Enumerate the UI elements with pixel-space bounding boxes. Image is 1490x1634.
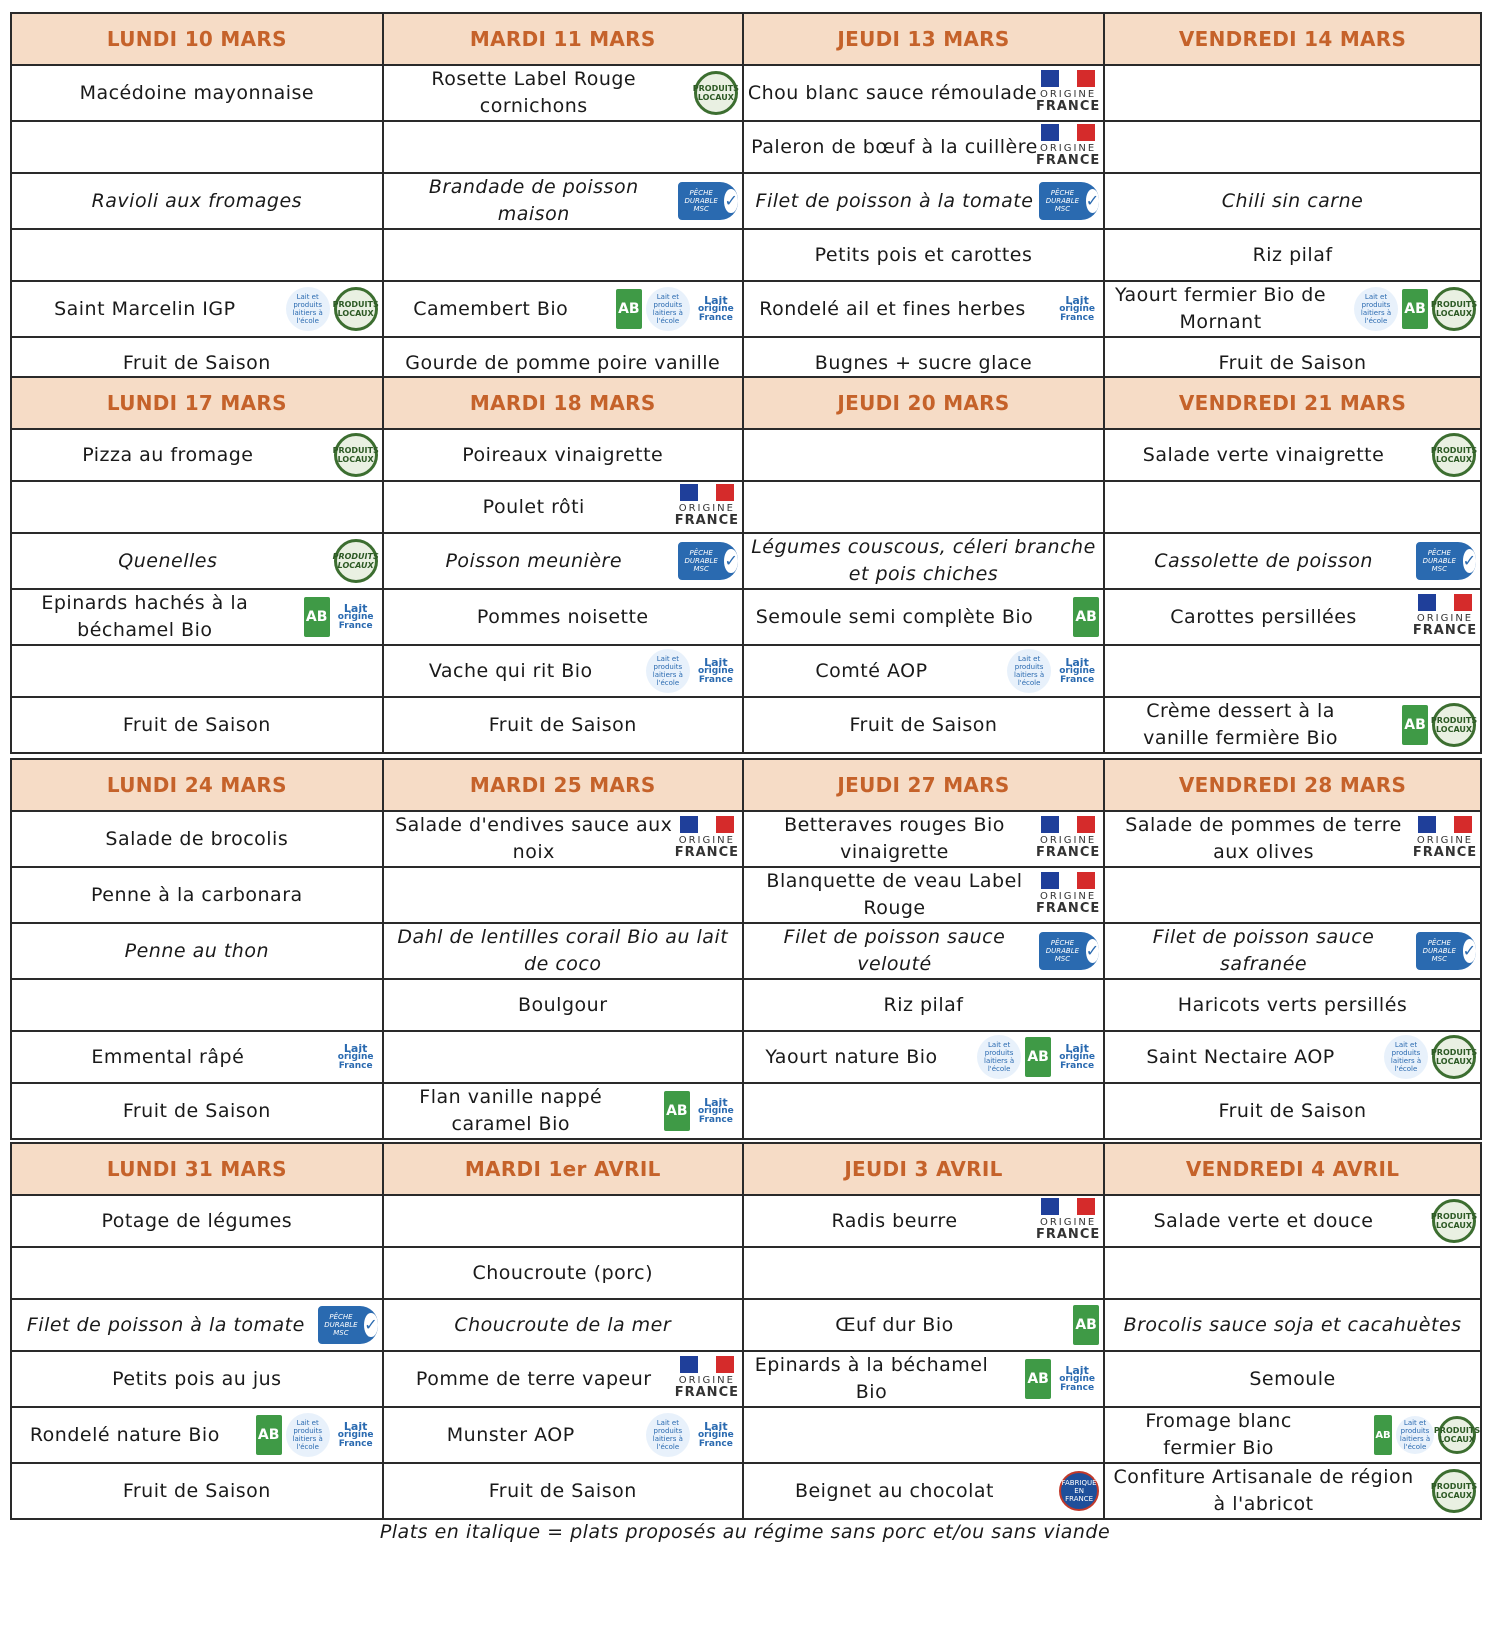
menu-cell [383,1195,743,1247]
menu-cell [1104,481,1481,533]
dish: Camembert Bio [413,297,569,320]
msc-icon: PÊCHE DURABLE MSC ✓ [678,182,738,220]
origine-france-icon: ORIGINE FRANCE [1037,816,1099,862]
produits-locaux-icon: PRODUITS LOCAUX [334,433,378,477]
dish: Munster AOP [446,1423,575,1446]
lait-ecole-icon: Lait et produits laitiers à l'école [977,1035,1021,1079]
ab-bio-icon: AB [664,1091,690,1131]
day-header: MARDI 1er AVRIL [383,1143,743,1195]
menu-cell [383,1299,743,1351]
menu-week-2 [10,376,1482,754]
menu-cell [743,65,1104,121]
dish: Crème dessert à la vanille fermière Bio [1143,700,1338,749]
dish: Saint Nectaire AOP [1146,1045,1335,1068]
menu-cell [1104,811,1481,867]
menu-cell [743,1463,1104,1519]
dish: Pommes noisette [476,605,649,628]
day-header: JEUDI 27 MARS [743,759,1104,811]
produits-locaux-icon: PRODUITS LOCAUX [1432,433,1476,477]
menu-cell [1104,281,1481,337]
msc-icon: PÊCHE DURABLE MSC ✓ [1416,542,1476,580]
menu-cell [743,429,1104,481]
msc-icon: PÊCHE DURABLE MSC ✓ [1416,932,1476,970]
menu-cell [743,1247,1104,1299]
fabrique-en-france-icon: FABRIQUÉ EN FRANCE [1059,1471,1099,1511]
dish: Carottes persillées [1170,605,1357,628]
menu-cell [743,645,1104,697]
lait-origine-france-icon: Lait origine France [1059,1041,1095,1071]
day-header: LUNDI 17 MARS [11,377,383,429]
dish: Riz pilaf [1252,243,1333,266]
produits-locaux-icon: PRODUITS LOCAUX [334,287,378,331]
menu-cell [1104,867,1481,923]
dish: Ravioli aux fromages [91,189,303,212]
dish: Haricots verts persillés [1177,993,1408,1016]
menu-cell [743,229,1104,281]
lait-origine-france-icon: Lait origine France [1059,293,1095,323]
menu-cell [383,229,743,281]
dish: Fruit de Saison [849,713,998,736]
day-header: VENDREDI 14 MARS [1104,13,1481,65]
menu-cell [11,65,383,121]
dish: Rosette Label Rouge cornichons [431,68,637,117]
menu-cell [743,1407,1104,1463]
lait-origine-france-icon: Lait origine France [697,1419,734,1449]
lait-ecole-icon: Lait et produits laitiers à l'école [286,287,330,331]
menu-cell [743,811,1104,867]
dish: Brandade de poisson maison [428,176,639,225]
dish: Choucroute (porc) [472,1261,654,1284]
ab-bio-icon: AB [1073,1305,1099,1345]
ab-bio-icon: AB [1402,705,1428,745]
menu-cell [383,645,743,697]
dish: Blanquette de veau Label Rouge [766,870,1023,919]
origine-france-icon: ORIGINE FRANCE [676,816,738,862]
dish: Salade de pommes de terre aux olives [1125,814,1402,863]
msc-icon: PÊCHE DURABLE MSC ✓ [1039,932,1099,970]
menu-cell [11,1083,383,1139]
lait-origine-france-icon: Lait origine France [697,655,734,685]
origine-france-icon: ORIGINE FRANCE [1037,1198,1099,1244]
menu-cell [1104,1299,1481,1351]
menu-cell [11,429,383,481]
lait-ecole-icon: Lait et produits laitiers à l'école [646,1413,690,1457]
menu-cell [11,481,383,533]
menu-cell [383,121,743,173]
ab-bio-icon: AB [616,289,642,329]
menu-cell [383,429,743,481]
dish: Beignet au chocolat [794,1479,995,1502]
produits-locaux-icon: PRODUITS LOCAUX [1432,703,1476,747]
dish: Filet de poisson sauce safranée [1152,926,1375,975]
menu-cell [11,1247,383,1299]
dish: Yaourt nature Bio [765,1045,938,1068]
menu-cell [383,1463,743,1519]
dish: Salade verte et douce [1153,1209,1374,1232]
dish: Penne à la carbonara [91,883,303,906]
menu-cell [1104,121,1481,173]
produits-locaux-icon: PRODUITS LOCAUX [1432,1199,1476,1243]
dish: Poulet rôti [482,495,585,518]
menu-cell [743,1299,1104,1351]
menu-cell [1104,923,1481,979]
menu-cell [1104,1407,1481,1463]
ab-bio-icon: AB [256,1415,282,1455]
menu-cell [743,923,1104,979]
menu-cell [743,1031,1104,1083]
dish: Pizza au fromage [82,443,254,466]
dish: Fruit de Saison [1218,351,1367,374]
menu-cell [383,481,743,533]
dish: Confiture Artisanale de région à l'abricot [1113,1466,1414,1515]
dish: Yaourt fermier Bio de Mornant [1115,284,1327,333]
dish: Brocolis sauce soja et cacahuètes [1123,1313,1462,1336]
menu-week-1 [10,12,1482,390]
lait-ecole-icon: Lait et produits laitiers à l'école [1007,649,1051,693]
lait-ecole-icon: Lait et produits laitiers à l'école [1396,1416,1434,1454]
day-header: VENDREDI 4 AVRIL [1104,1143,1481,1195]
menu-cell [743,533,1104,589]
ab-bio-icon: AB [1025,1359,1051,1399]
lait-ecole-icon: Lait et produits laitiers à l'école [1384,1035,1428,1079]
dish: Légumes couscous, céleri branche et pois chiches [751,536,1096,585]
menu-cell [11,121,383,173]
ab-bio-icon: AB [1073,597,1099,637]
dish: Fruit de Saison [488,713,637,736]
menu-cell [1104,1463,1481,1519]
menu-cell [383,1407,743,1463]
menu-cell [383,1083,743,1139]
origine-france-icon: ORIGINE FRANCE [1414,594,1476,640]
menu-cell [383,867,743,923]
dish: Emmental râpé [91,1045,245,1068]
dish: Filet de poisson à la tomate [26,1313,305,1336]
menu-cell [1104,65,1481,121]
dish: Riz pilaf [883,993,964,1016]
menu-cell [11,533,383,589]
day-header: JEUDI 13 MARS [743,13,1104,65]
dish: Pomme de terre vapeur [415,1367,652,1390]
menu-cell [383,979,743,1031]
origine-france-icon: ORIGINE FRANCE [676,484,738,530]
dish: Gourde de pomme poire vanille [405,351,721,374]
menu-week-4 [10,1142,1482,1520]
legend-note: Plats en italique = plats proposés au régime sans porc et/ou sans viande [379,1521,1111,1543]
day-header: LUNDI 31 MARS [11,1143,383,1195]
menu-cell [11,923,383,979]
dish: Fruit de Saison [488,1479,637,1502]
menu-cell [743,867,1104,923]
menu-cell [383,811,743,867]
dish: Epinards à la béchamel Bio [754,1354,989,1403]
day-header: VENDREDI 28 MARS [1104,759,1481,811]
dish: Radis beurre [831,1209,958,1232]
day-header: MARDI 25 MARS [383,759,743,811]
dish: Fruit de Saison [122,351,271,374]
menu-cell [1104,173,1481,229]
dish: Paleron de bœuf à la cuillère [751,135,1038,158]
produits-locaux-icon: PRODUITS LOCAUX [334,539,378,583]
dish: Poisson meunière [445,549,623,572]
menu-cell [383,173,743,229]
dish: Flan vanille nappé caramel Bio [419,1086,603,1135]
dish: Filet de poisson à la tomate [755,189,1034,212]
dish: Choucroute de la mer [454,1313,672,1336]
menu-cell [1104,645,1481,697]
origine-france-icon: ORIGINE FRANCE [1037,124,1099,170]
menu-cell [743,979,1104,1031]
produits-locaux-icon: PRODUITS LOCAUX [1432,1469,1476,1513]
menu-cell [11,589,383,645]
day-header: MARDI 11 MARS [383,13,743,65]
dish: Rondelé nature Bio [29,1423,220,1446]
ab-bio-icon: AB [1025,1037,1051,1077]
menu-cell [383,923,743,979]
menu-cell [743,121,1104,173]
origine-france-icon: ORIGINE FRANCE [1037,70,1099,116]
dish: Dahl de lentilles corail Bio au lait de coco [397,926,729,975]
dish: Petits pois au jus [112,1367,282,1390]
ab-bio-icon: AB [1402,289,1428,329]
dish: Penne au thon [124,939,269,962]
day-header: LUNDI 24 MARS [11,759,383,811]
lait-origine-france-icon: Lait origine France [337,1419,374,1449]
menu-week-3 [10,758,1482,1140]
menu-cell [383,697,743,753]
dish: Salade d'endives sauce aux noix [395,814,673,863]
menu-cell [11,645,383,697]
dish: Semoule [1249,1367,1336,1390]
dish: Rondelé ail et fines herbes [759,297,1026,320]
day-header: LUNDI 10 MARS [11,13,383,65]
origine-france-icon: ORIGINE FRANCE [1414,816,1476,862]
lait-ecole-icon: Lait et produits laitiers à l'école [286,1413,330,1457]
menu-cell [1104,1247,1481,1299]
dish: Fruit de Saison [122,713,271,736]
menu-cell [11,1195,383,1247]
dish: Epinards hachés à la béchamel Bio [41,592,249,641]
dish: Saint Marcelin IGP [54,297,236,320]
menu-cell [383,65,743,121]
menu-cell [743,589,1104,645]
lait-origine-france-icon: Lait origine France [697,1095,734,1125]
menu-cell [1104,1031,1481,1083]
lait-ecole-icon: Lait et produits laitiers à l'école [646,649,690,693]
menu-cell [1104,429,1481,481]
menu-cell [11,1299,383,1351]
dish: Cassolette de poisson [1154,549,1373,572]
menu-cell [383,281,743,337]
produits-locaux-icon: PRODUITS LOCAUX [1432,287,1476,331]
dish: Macédoine mayonnaise [79,81,315,104]
dish: Fruit de Saison [122,1479,271,1502]
dish: Comté AOP [815,659,928,682]
ab-bio-icon: AB [1374,1415,1392,1455]
menu-cell [743,481,1104,533]
dish: Fruit de Saison [1218,1099,1367,1122]
menu-cell [11,1031,383,1083]
lait-origine-france-icon: Lait origine France [337,601,374,631]
menu-cell [1104,229,1481,281]
menu-cell [1104,589,1481,645]
menu-cell [11,697,383,753]
dish: Chili sin carne [1221,189,1364,212]
menu-cell [743,697,1104,753]
dish: Quenelles [118,549,218,572]
dish: Chou blanc sauce rémoulade [747,81,1038,104]
dish: Fruit de Saison [122,1099,271,1122]
menu-cell [383,1351,743,1407]
dish: Bugnes + sucre glace [814,351,1033,374]
menu-cell [11,1463,383,1519]
menu-cell [11,229,383,281]
menu-cell [383,1031,743,1083]
lait-origine-france-icon: Lait origine France [337,1041,374,1071]
menu-cell [11,867,383,923]
menu-cell [1104,533,1481,589]
dish: Filet de poisson sauce velouté [783,926,1006,975]
dish: Potage de légumes [101,1209,293,1232]
menu-cell [11,1351,383,1407]
lait-ecole-icon: Lait et produits laitiers à l'école [1354,287,1398,331]
menu-cell [1104,979,1481,1031]
menu-cell [1104,697,1481,753]
menu-cell [743,1351,1104,1407]
menu-cell [383,533,743,589]
msc-icon: PÊCHE DURABLE MSC ✓ [678,542,738,580]
menu-cell [743,1083,1104,1139]
menu-cell [1104,1083,1481,1139]
day-header: JEUDI 3 AVRIL [743,1143,1104,1195]
menu-cell [11,811,383,867]
dish: Fromage blanc fermier Bio [1145,1410,1292,1459]
day-header: VENDREDI 21 MARS [1104,377,1481,429]
dish: Semoule semi complète Bio [755,605,1034,628]
produits-locaux-icon: PRODUITS LOCAUX [694,71,738,115]
day-header: MARDI 18 MARS [383,377,743,429]
dish: Œuf dur Bio [835,1313,954,1336]
origine-france-icon: ORIGINE FRANCE [1037,872,1099,918]
produits-locaux-icon: PRODUITS LOCAUX [1438,1416,1476,1454]
menu-cell [383,1247,743,1299]
dish: Vache qui rit Bio [428,659,593,682]
menu-cell [383,589,743,645]
day-header: JEUDI 20 MARS [743,377,1104,429]
msc-icon: PÊCHE DURABLE MSC ✓ [318,1306,378,1344]
produits-locaux-icon: PRODUITS LOCAUX [1432,1035,1476,1079]
lait-origine-france-icon: Lait origine France [1059,655,1095,685]
dish: Boulgour [517,993,608,1016]
lait-ecole-icon: Lait et produits laitiers à l'école [646,287,690,331]
menu-cell [11,979,383,1031]
menu-cell [11,281,383,337]
lait-origine-france-icon: Lait origine France [1059,1363,1095,1393]
dish: Poireaux vinaigrette [462,443,664,466]
menu-cell [11,173,383,229]
menu-cell [743,173,1104,229]
menu-cell [11,1407,383,1463]
menu-cell [743,1195,1104,1247]
dish: Petits pois et carottes [814,243,1033,266]
menu-cell [1104,1195,1481,1247]
menu-cell [1104,1351,1481,1407]
dish: Salade de brocolis [105,827,289,850]
dish: Betteraves rouges Bio vinaigrette [784,814,1005,863]
msc-icon: PÊCHE DURABLE MSC ✓ [1039,182,1099,220]
menu-cell [743,281,1104,337]
ab-bio-icon: AB [304,597,330,637]
dish: Salade verte vinaigrette [1142,443,1385,466]
origine-france-icon: ORIGINE FRANCE [676,1356,738,1402]
lait-origine-france-icon: Lait origine France [697,293,734,323]
